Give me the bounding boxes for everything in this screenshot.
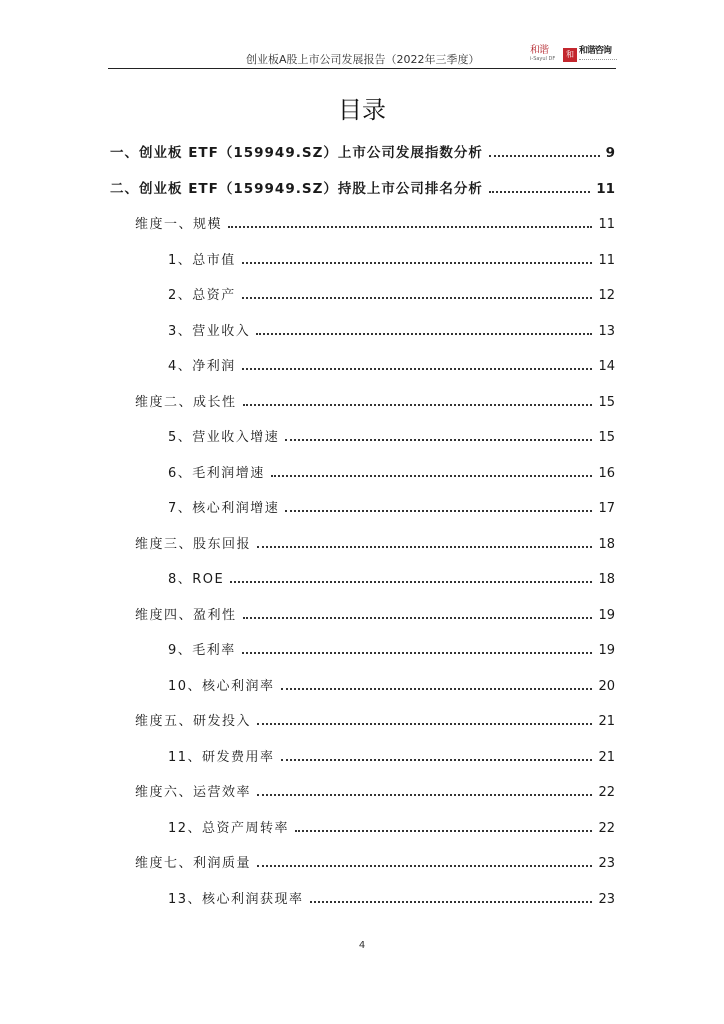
toc-entry-page: 18 bbox=[598, 572, 615, 587]
toc-entry[interactable] bbox=[168, 492, 615, 516]
toc-entry-label: 12、总资产周转率 bbox=[168, 821, 290, 836]
toc-entry[interactable] bbox=[135, 705, 615, 729]
toc-entry-page: 13 bbox=[598, 324, 615, 339]
toc-entry-page: 14 bbox=[598, 359, 615, 374]
toc-entry[interactable] bbox=[168, 634, 615, 658]
toc-entry-page: 19 bbox=[598, 643, 615, 658]
toc-leader-dots bbox=[257, 546, 592, 548]
toc-leader-dots bbox=[285, 510, 592, 512]
toc-entry-page: 16 bbox=[598, 466, 615, 481]
toc-leader-dots bbox=[257, 794, 592, 796]
toc-entry-page: 11 bbox=[598, 253, 615, 268]
toc-entry-label: 维度六、运营效率 bbox=[135, 785, 252, 800]
toc-leader-dots bbox=[257, 865, 592, 867]
toc-leader-dots bbox=[256, 333, 592, 335]
seal-glyph: 和 bbox=[566, 50, 574, 59]
toc-entry-page: 23 bbox=[598, 892, 615, 907]
toc-entry[interactable] bbox=[168, 244, 615, 268]
toc-entry[interactable] bbox=[168, 812, 615, 836]
toc-entry-page: 18 bbox=[598, 537, 615, 552]
toc-entry[interactable] bbox=[168, 421, 615, 445]
toc-leader-dots bbox=[243, 617, 593, 619]
toc-entry-label: 5、营业收入增速 bbox=[168, 430, 280, 445]
toc-entry-label: 维度二、成长性 bbox=[135, 395, 237, 410]
toc-entry[interactable] bbox=[168, 279, 615, 303]
toc-entry-page: 9 bbox=[605, 145, 615, 161]
toc-entry-label: 13、核心利润获现率 bbox=[168, 892, 304, 907]
toc-entry[interactable] bbox=[168, 741, 615, 765]
toc-leader-dots bbox=[285, 439, 592, 441]
toc-entry-page: 22 bbox=[598, 821, 615, 836]
toc-entry-label: 8、ROE bbox=[168, 572, 225, 587]
toc-entry[interactable] bbox=[110, 137, 615, 161]
toc-entry-label: 7、核心利润增速 bbox=[168, 501, 280, 516]
toc-title: 目录 bbox=[338, 96, 386, 124]
toc-leader-dots bbox=[257, 723, 592, 725]
toc-entry[interactable] bbox=[135, 599, 615, 623]
toc-entry-page: 23 bbox=[598, 856, 615, 871]
seal-logo-icon bbox=[563, 48, 577, 62]
toc-entry-page: 17 bbox=[598, 501, 615, 516]
toc-leader-dots bbox=[242, 368, 593, 370]
toc-entry-page: 19 bbox=[598, 608, 615, 623]
toc-entry-label: 维度五、研发投入 bbox=[135, 714, 252, 729]
toc-entry-label: 6、毛利润增速 bbox=[168, 466, 265, 481]
logo-rule bbox=[579, 59, 617, 62]
toc-entry-page: 11 bbox=[598, 217, 615, 232]
toc-entry[interactable] bbox=[135, 386, 615, 410]
toc-entry[interactable] bbox=[135, 776, 615, 800]
logo-glyph: 和谐 bbox=[530, 45, 548, 56]
toc-leader-dots bbox=[242, 297, 593, 299]
toc-entry-label: 11、研发费用率 bbox=[168, 750, 275, 765]
toc-entry-label: 9、毛利率 bbox=[168, 643, 236, 658]
toc-entry[interactable] bbox=[168, 350, 615, 374]
toc-entry-label: 3、营业收入 bbox=[168, 324, 251, 339]
toc-leader-dots bbox=[242, 652, 593, 654]
toc-entry-page: 15 bbox=[598, 430, 615, 445]
toc-entry-label: 维度四、盈利性 bbox=[135, 608, 237, 623]
toc-leader-dots bbox=[489, 191, 590, 193]
toc-entry-label: 1、总市值 bbox=[168, 253, 236, 268]
toc-entry-page: 20 bbox=[598, 679, 615, 694]
toc-entry-page: 15 bbox=[598, 395, 615, 410]
toc-entry[interactable] bbox=[110, 173, 615, 197]
toc-entry[interactable] bbox=[135, 528, 615, 552]
toc-entry-label: 10、核心利润率 bbox=[168, 679, 275, 694]
toc-leader-dots bbox=[242, 262, 593, 264]
toc-leader-dots bbox=[271, 475, 593, 477]
consulting-logo-name: 和谐咨询 bbox=[579, 46, 612, 56]
toc-leader-dots bbox=[295, 830, 592, 832]
toc-entry[interactable] bbox=[168, 457, 615, 481]
toc-leader-dots bbox=[310, 901, 593, 903]
toc-entry-label: 2、总资产 bbox=[168, 288, 236, 303]
toc-entry-page: 21 bbox=[598, 714, 615, 729]
toc-entry[interactable] bbox=[168, 883, 615, 907]
toc-entry[interactable] bbox=[135, 208, 615, 232]
toc-entry[interactable] bbox=[168, 670, 615, 694]
logo-subtext: i-Sayul DF bbox=[530, 56, 556, 62]
toc-entry[interactable] bbox=[168, 563, 615, 587]
toc-entry-page: 21 bbox=[598, 750, 615, 765]
toc-entry-label: 维度七、利润质量 bbox=[135, 856, 252, 871]
toc-leader-dots bbox=[243, 404, 593, 406]
toc-leader-dots bbox=[281, 759, 593, 761]
toc-leader-dots bbox=[228, 226, 592, 228]
toc-entry-label: 维度一、规模 bbox=[135, 217, 223, 232]
toc-entry-page: 22 bbox=[598, 785, 615, 800]
consulting-logo-icon bbox=[579, 46, 617, 66]
toc-leader-dots bbox=[489, 155, 600, 157]
toc-leader-dots bbox=[230, 581, 592, 583]
toc-entry[interactable] bbox=[168, 315, 615, 339]
toc-entry-page: 12 bbox=[598, 288, 615, 303]
toc-entry-page: 11 bbox=[596, 181, 615, 197]
company-logo-icon bbox=[530, 46, 556, 66]
toc-entry-label: 4、净利润 bbox=[168, 359, 236, 374]
toc-entry-label: 二、创业板 ETF（159949.SZ）持股上市公司排名分析 bbox=[110, 181, 483, 197]
toc-entry-label: 维度三、股东回报 bbox=[135, 537, 252, 552]
header-title: 创业板A股上市公司发展报告（2022年三季度） bbox=[246, 53, 480, 66]
page-number: 4 bbox=[358, 940, 366, 951]
toc-leader-dots bbox=[281, 688, 593, 690]
toc-entry-label: 一、创业板 ETF（159949.SZ）上市公司发展指数分析 bbox=[110, 145, 483, 161]
toc-entry[interactable] bbox=[135, 847, 615, 871]
